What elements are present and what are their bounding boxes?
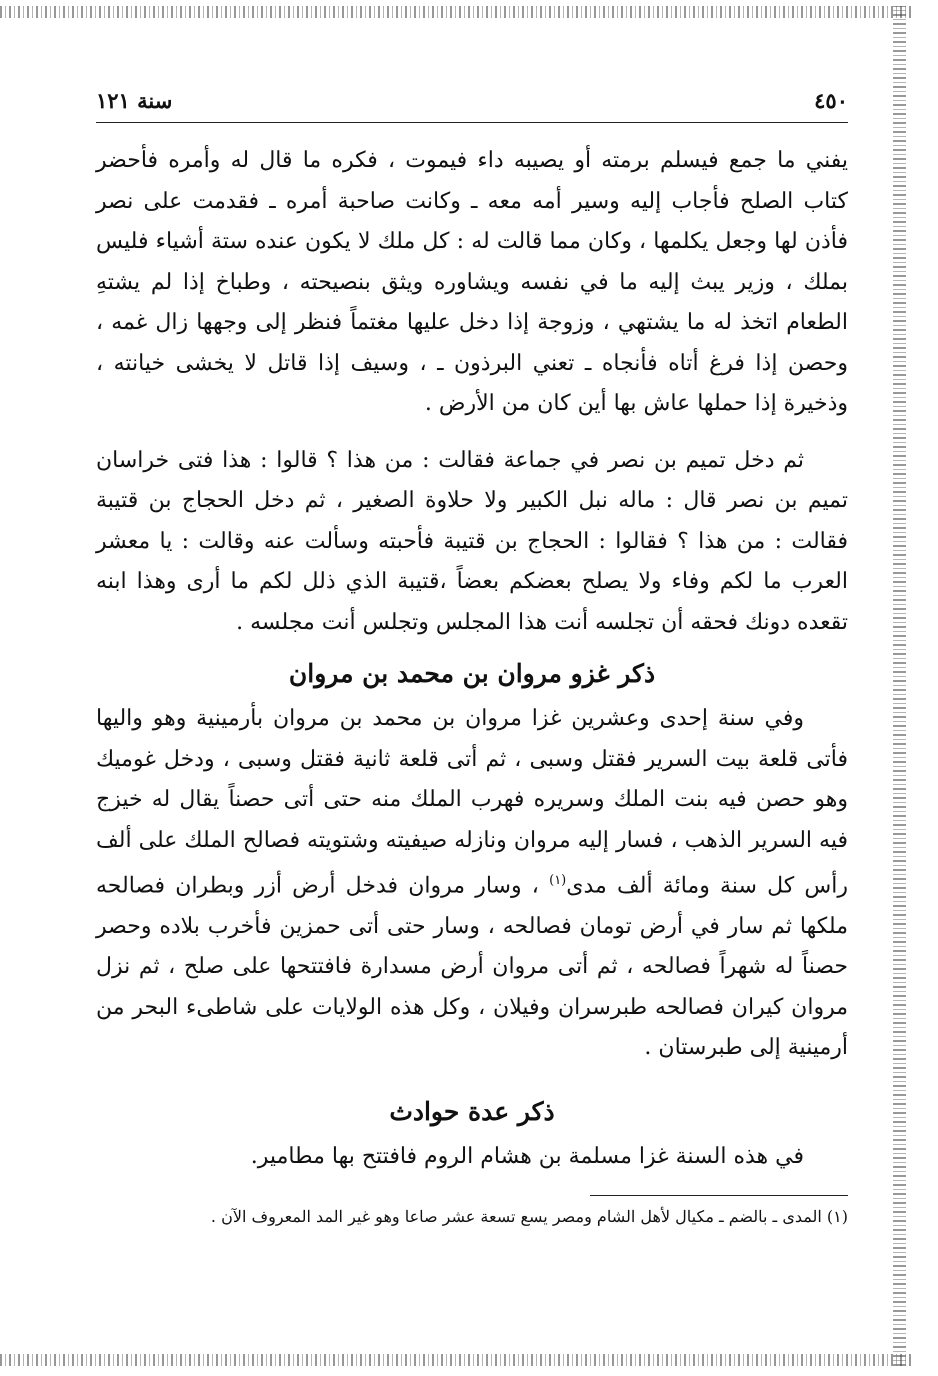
footnote: (١) المدى ـ بالضم ـ مكيال لأهل الشام ومصر يسع تسعة عشر صاعا وهو غير المد المعروف الآن . bbox=[210, 1207, 848, 1227]
paragraph-1: يفني ما جمع فيسلم برمته أو يصيبه داء فيموت ، فكره ما قال له وأمره فأحضر كتاب الصلح فأجاب إليه وسير أمه معه ـ وكانت صاحبة أمره ـ فقدمت على نصر فأذن لها وجعل يكلمها ، وكان مما قالت له : كل ملك لا يكون عنده ستة أشياء فليس بملك ، وزير يبث إليه ما في نفسه ويشاوره ويثق بنصيحته ، وطباخ إذا لم يشتهِ الطعام اتخذ له ما يشتهي ، وزوجة إذا دخل عليها مغتماً فنظر إلى وجهها زال غمه ، وحصن إذا فرغ أتاه فأنجاه ـ تعني البرذون ـ ، وسيف إذا قاتل لا يخشى خيانته ، وذخيرة إذا حملها عاش بها أين كان من الأرض . bbox=[96, 148, 848, 416]
paragraph-3-part-1: وفي سنة إحدى وعشرين غزا مروان بن محمد بن مروان بأرمينية وهو واليها فأتى قلعة بيت السرير فقتل وسبى ، ثم أتى قلعة ثانية فقتل وسبى ، ودخل غوميك وهو حصن فيه بنت الملك وسريره فهرب الملك منه حتى أتى حصناً يقال له خيزج فيه السرير الذهب ، فسار إليه مروان ونازله صيفيته وشتويته فصالح الملك على ألف رأس كل سنة ومائة ألف مدى bbox=[96, 706, 849, 899]
paragraph-2: ثم دخل تميم بن نصر في جماعة فقالت : من هذا ؟ قالوا : هذا فتى خراسان تميم بن نصر قال : ماله نبل الكبير ولا حلاوة الصغير ، ثم دخل الحجاج بن قتيبة فقالت : من هذا ؟ فقالوا : الحجاج بن قتيبة فأحبته وسألت عنه وقالت : يا معشر العرب ما لكم وفاء ولا يصلح بعضكم بعضاً ،قتيبة الذي ذلل لكم ما أرى وهذا ابنه تقعده دونك فحقه أن تجلسه أنت هذا المجلس وتجلس أنت مجلسه . bbox=[96, 447, 848, 635]
page-number: ٤٥٠ bbox=[814, 88, 848, 113]
year-label: سنة ١٢١ bbox=[96, 88, 173, 113]
decorative-border-right bbox=[893, 6, 906, 1366]
footnote-marker[interactable]: (١) bbox=[549, 873, 567, 888]
paragraph-3-part-2: ، وسار مروان فدخل أرض أزر وبطران فصالحه ملكها ثم سار في أرض تومان فصالحه ، وسار حتى أتى حمزين فأخرب بلاده وحصر حصناً له شهراً فصالحه ، ثم أتى مروان أرض مسدارة فافتتحها على صلح ، ثم نزل مروان كيران فصالحه طبرسران وفيلان ، وكل هذه الولايات على شاطىء البحر من أرمينية إلى طبرستان . bbox=[96, 873, 848, 1061]
footnote-rule bbox=[590, 1195, 848, 1196]
book-page bbox=[96, 88, 848, 1230]
paragraph-4: في هذه السنة غزا مسلمة بن هشام الروم فافتتح بها مطامير. bbox=[250, 1143, 804, 1169]
section-heading-marwan-raid: ذكر غزو مروان بن محمد بن مروان bbox=[288, 659, 656, 688]
decorative-border-bottom bbox=[0, 1354, 912, 1366]
decorative-border-top bbox=[0, 6, 912, 18]
page-header bbox=[96, 88, 848, 123]
section-heading-events: ذكر عدة حوادث bbox=[389, 1096, 555, 1126]
paragraph-3 bbox=[96, 699, 848, 1069]
